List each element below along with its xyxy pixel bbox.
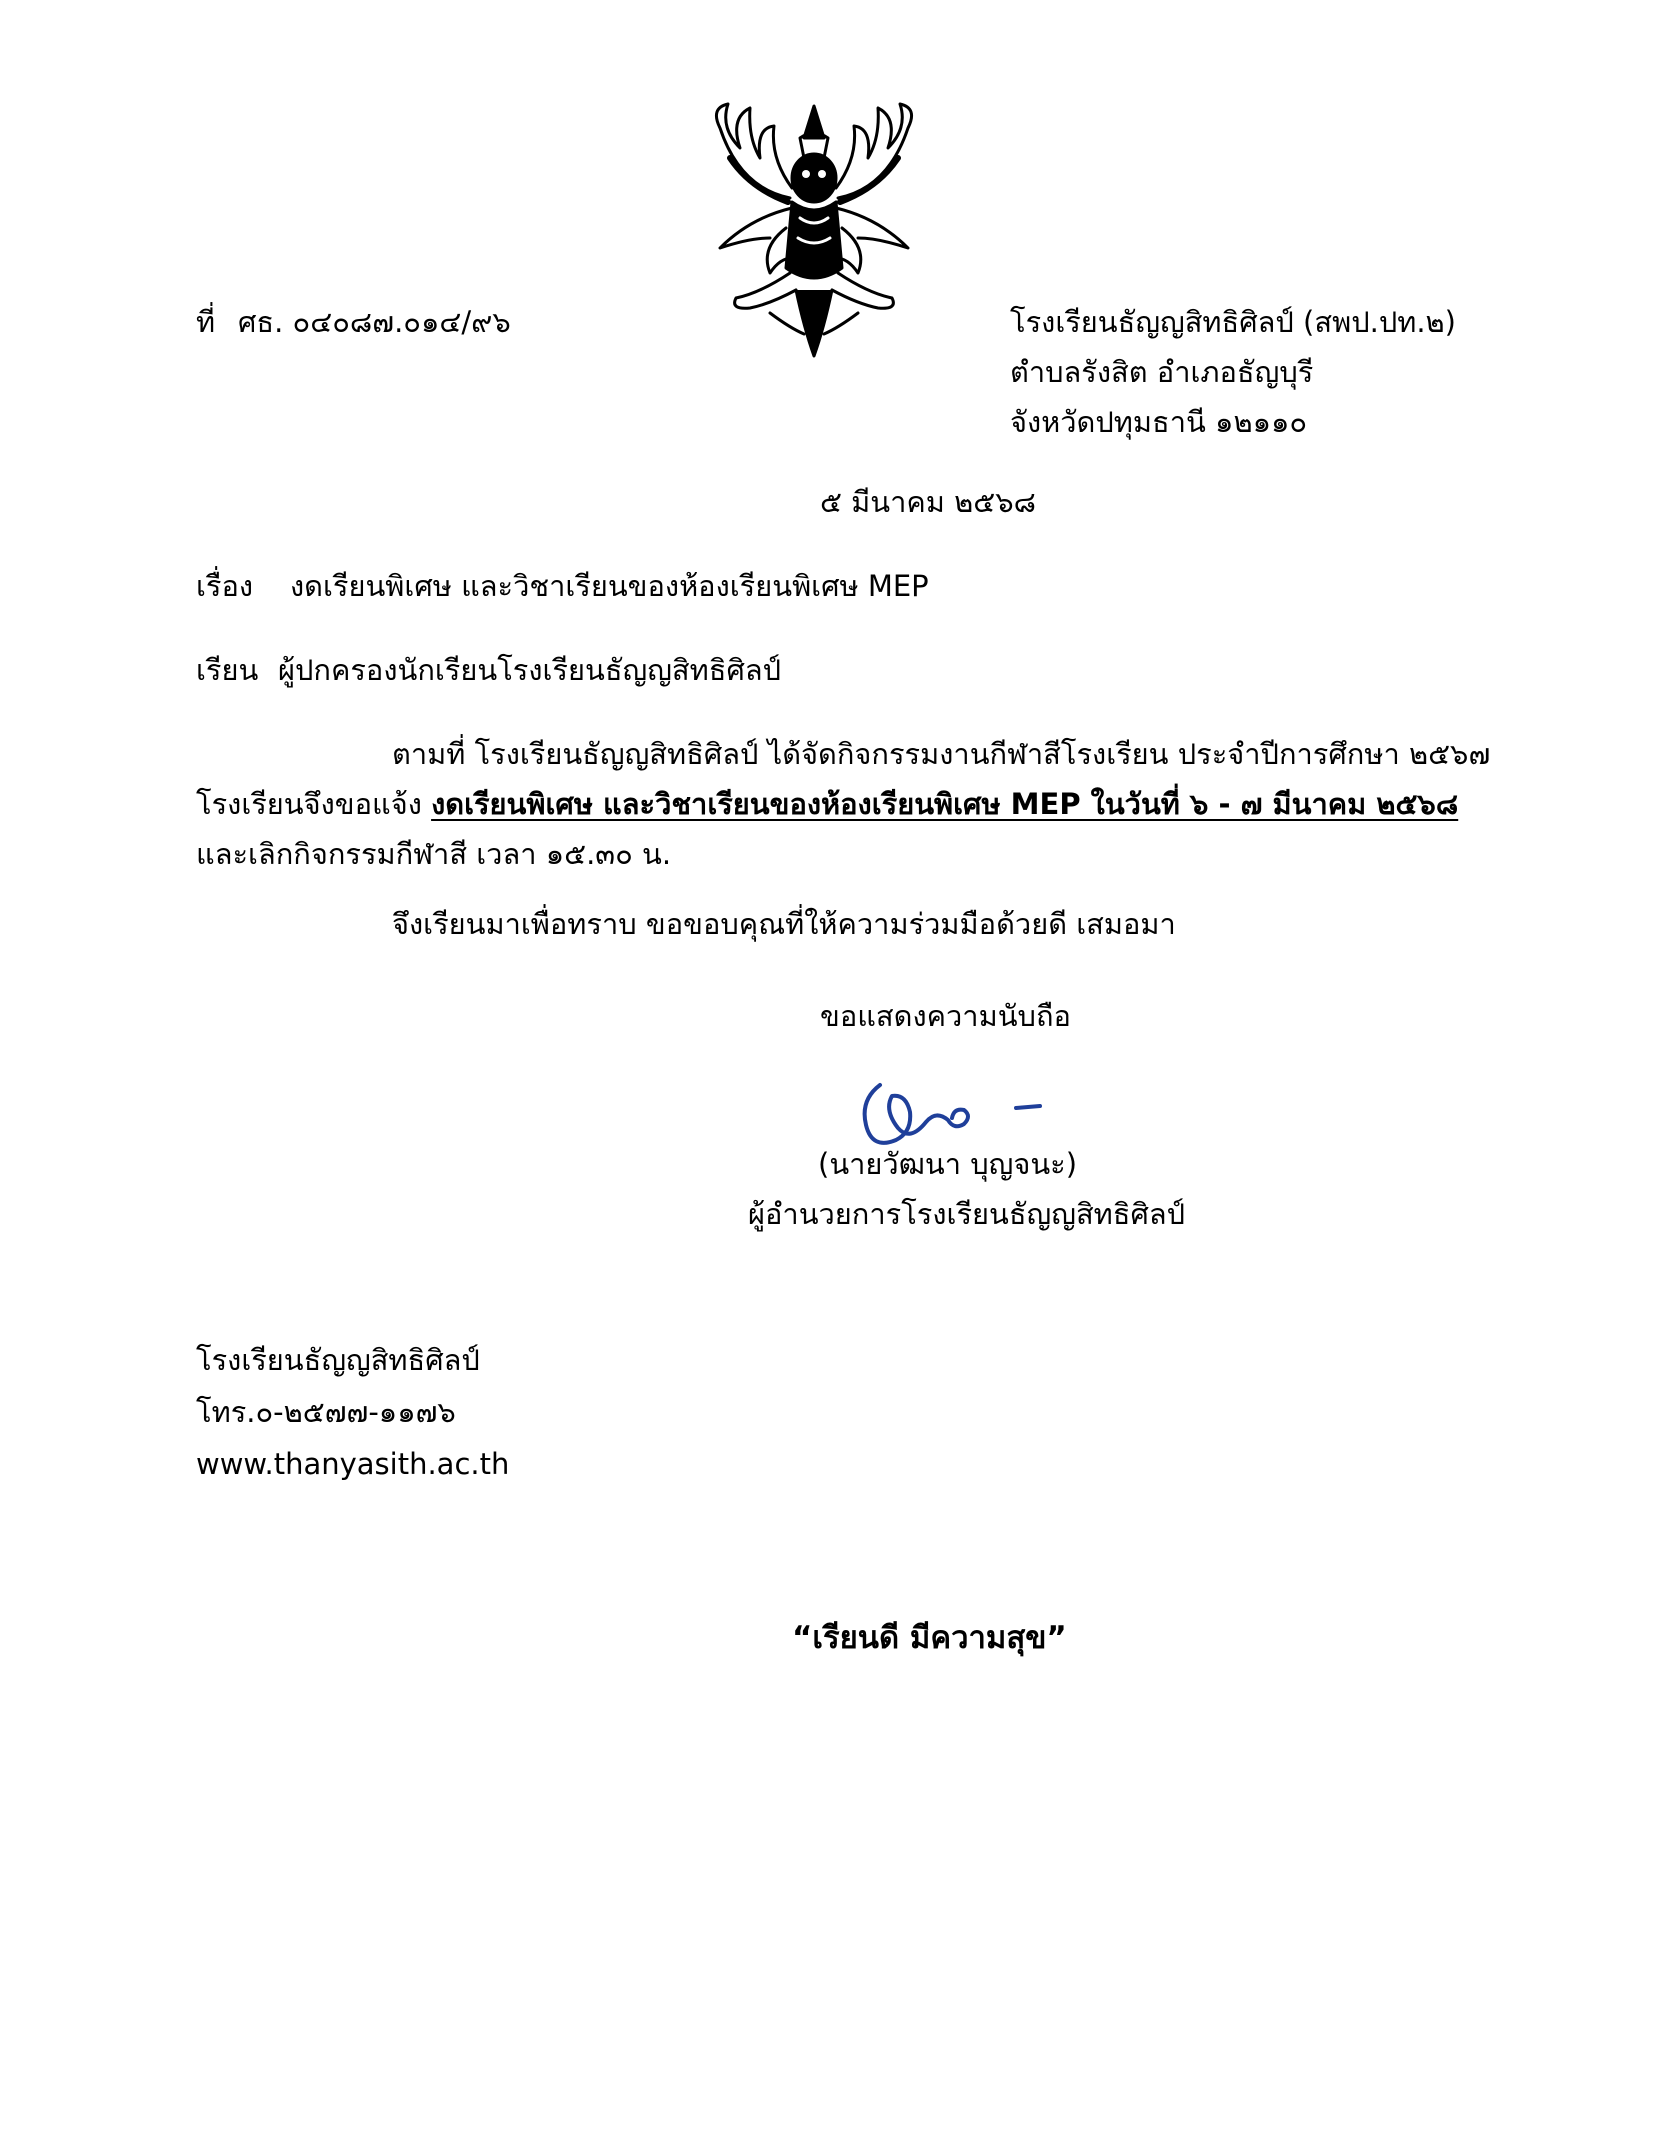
subject-text: งดเรียนพิเศษ และวิชาเรียนของห้องเรียนพิเศษ MEP bbox=[290, 569, 929, 603]
signatory-name: (นายวัฒนา บุญจนะ) bbox=[818, 1147, 1078, 1181]
ref-number: ศธ. ๐๔๐๘๗.๐๑๔/๙๖ bbox=[238, 305, 511, 339]
school-motto: “เรียนดี มีความสุข” bbox=[792, 1620, 1067, 1656]
body-line: และเลิกกิจกรรมกีฬาสี เวลา ๑๕.๓๐ น. bbox=[196, 837, 672, 871]
closing-salutation: ขอแสดงความนับถือ bbox=[820, 999, 1071, 1033]
footer-school: โรงเรียนธัญญสิทธิศิลป์ bbox=[196, 1343, 480, 1377]
recipient-label: เรียน bbox=[196, 653, 259, 687]
signatory-position: ผู้อำนวยการโรงเรียนธัญญสิทธิศิลป์ bbox=[748, 1197, 1186, 1231]
body-line: ตามที่ โรงเรียนธัญญสิทธิศิลป์ ได้จัดกิจกรรมงานกีฬาสีโรงเรียน ประจำปีการศึกษา ๒๕๖๗ bbox=[392, 737, 1491, 771]
body-line-prefix: โรงเรียนจึงขอแจ้ง bbox=[196, 787, 432, 821]
school-address-line: โรงเรียนธัญญสิทธิศิลป์ (สพป.ปท.๒) bbox=[1010, 305, 1456, 339]
school-address-line: ตำบลรังสิต อำเภอธัญบุรี bbox=[1010, 355, 1314, 389]
footer-phone: โทร.๐-๒๕๗๗-๑๑๗๖ bbox=[196, 1395, 456, 1429]
recipient-text: ผู้ปกครองนักเรียนโรงเรียนธัญญสิทธิศิลป์ bbox=[278, 653, 782, 687]
ref-label: ที่ bbox=[196, 305, 216, 339]
school-address-line: จังหวัดปทุมธานี ๑๒๑๑๐ bbox=[1010, 405, 1308, 439]
closing-paragraph: จึงเรียนมาเพื่อทราบ ขอขอบคุณที่ให้ความร่วมมือด้วยดี เสมอมา bbox=[392, 907, 1176, 941]
letter-date: ๕ มีนาคม ๒๕๖๘ bbox=[820, 485, 1036, 519]
body-line bbox=[196, 784, 1458, 824]
body-emphasis: งดเรียนพิเศษ และวิชาเรียนของห้องเรียนพิเศษ MEP ในวันที่ ๖ - ๗ มีนาคม ๒๕๖๘ bbox=[431, 787, 1459, 821]
subject-label: เรื่อง bbox=[196, 569, 254, 603]
footer-website[interactable]: www.thanyasith.ac.th bbox=[196, 1447, 510, 1481]
garuda-emblem-icon bbox=[700, 98, 928, 363]
